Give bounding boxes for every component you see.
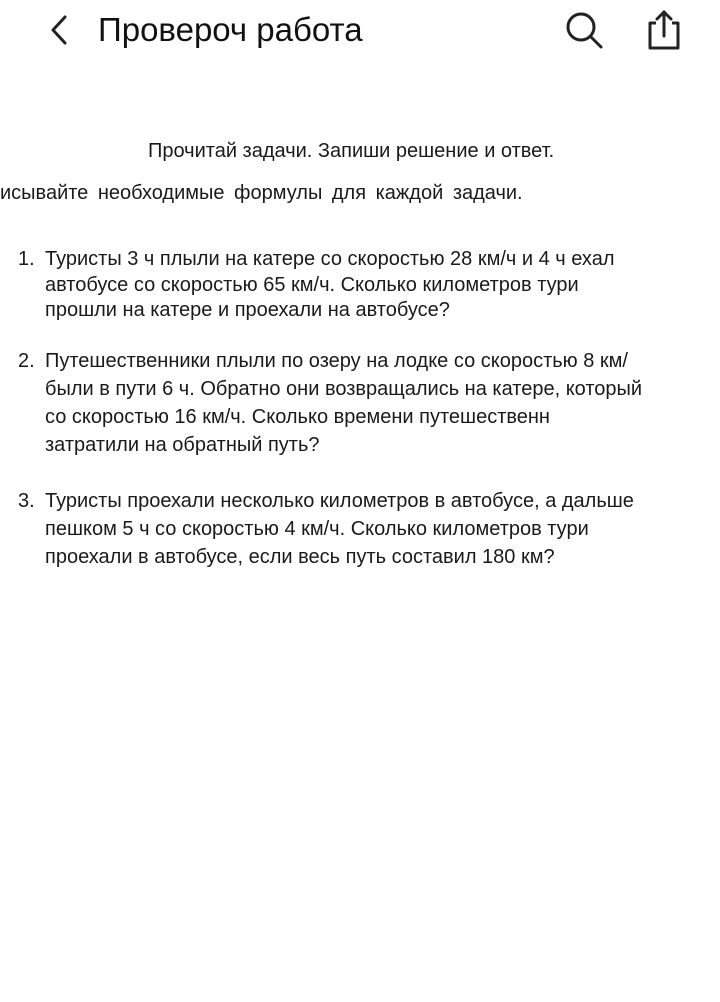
instruction-text: Прочитай задачи. Запиши решение и ответ. [148, 140, 555, 162]
page-title: Провероч работа [98, 11, 363, 48]
task-number: 3. [18, 490, 35, 512]
task-line: Туристы 3 ч плыли на катере со скоростью 28 км/ч и 4 ч ехал [45, 248, 615, 270]
task-line: пешком 5 ч со скоростью 4 км/ч. Сколько километров тури [45, 518, 589, 540]
task-line: Туристы проехали несколько километров в автобусе, а дальше [45, 490, 634, 512]
task-line: были в пути 6 ч. Обратно они возвращались на катере, который [45, 378, 643, 400]
task-line: проехали в автобусе, если весь путь составил 180 км? [45, 546, 555, 568]
task-line: Путешественники плыли по озеру на лодке со скоростью 8 км/ [45, 350, 628, 372]
task-line: прошли на катере и проехали на автобусе? [45, 299, 450, 321]
task-line: автобусе со скоростью 65 км/ч. Сколько километров тури [45, 274, 579, 296]
subinstruction-text: исывайте необходимые формулы для каждой задачи. [0, 182, 523, 204]
task-number: 2. [18, 350, 35, 372]
task-line: со скоростью 16 км/ч. Сколько времени путешественн [45, 406, 550, 428]
task-line: затратили на обратный путь? [45, 434, 320, 456]
task-number: 1. [18, 248, 35, 270]
